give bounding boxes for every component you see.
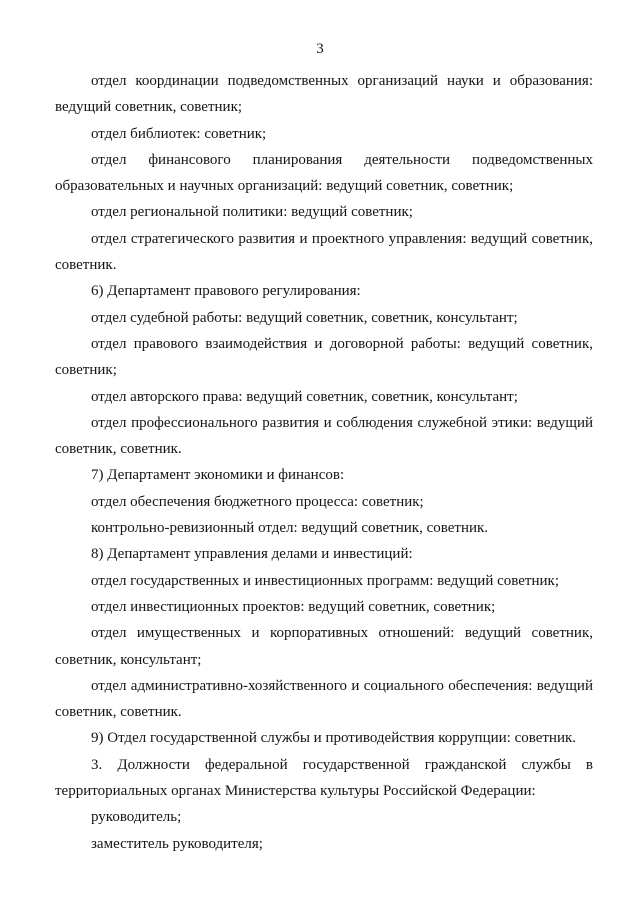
paragraph: отдел судебной работы: ведущий советник, советник, консультант; (91, 309, 518, 326)
page-number: 3 (316, 41, 324, 57)
paragraph: отдел обеспечения бюджетного процесса: советник; (91, 493, 424, 510)
paragraph: отдел государственных и инвестиционных программ: ведущий советник; (91, 572, 559, 589)
paragraph: отдел правового взаимодействия и договорной работы: ведущий советник, советник; (55, 335, 593, 379)
paragraph: отдел библиотек: советник; (91, 125, 267, 142)
paragraph: отдел профессионального развития и соблюдения служебной этики: ведущий советник, советник. (55, 414, 593, 458)
paragraph: заместитель руководителя; (91, 835, 263, 852)
paragraph: контрольно-ревизионный отдел: ведущий советник, советник. (91, 520, 489, 537)
paragraph: отдел имущественных и корпоративных отношений: ведущий советник, советник, консультант; (55, 625, 593, 668)
paragraph: 8) Департамент управления делами и инвестиций: (91, 546, 413, 563)
paragraph: отдел стратегического развития и проектного управления: ведущий советник, советник. (55, 230, 593, 274)
paragraph: отдел финансового планирования деятельности подведомственных образовательных и научных организаций: ведущий советник, советник; (55, 151, 593, 195)
paragraph: 7) Департамент экономики и финансов: (91, 467, 345, 484)
document-body (55, 68, 593, 857)
paragraph: отдел координации подведомственных организаций науки и образования: ведущий советник, советник; (55, 73, 593, 116)
paragraph: отдел региональной политики: ведущий советник; (91, 204, 413, 221)
paragraph: 6) Департамент правового регулирования: (91, 283, 361, 300)
paragraph: 3. Должности федеральной государственной гражданской службы в территориальных органах Министерства культуры Российской Федерации: (55, 756, 593, 800)
paragraph: отдел инвестиционных проектов: ведущий советник, советник; (91, 598, 496, 615)
paragraph: 9) Отдел государственной службы и противодействия коррупции: советник. (91, 730, 577, 747)
paragraph: отдел авторского права: ведущий советник, советник, консультант; (91, 388, 518, 405)
paragraph: отдел административно-хозяйственного и социального обеспечения: ведущий советник, советник. (55, 677, 593, 721)
paragraph: руководитель; (91, 809, 182, 826)
